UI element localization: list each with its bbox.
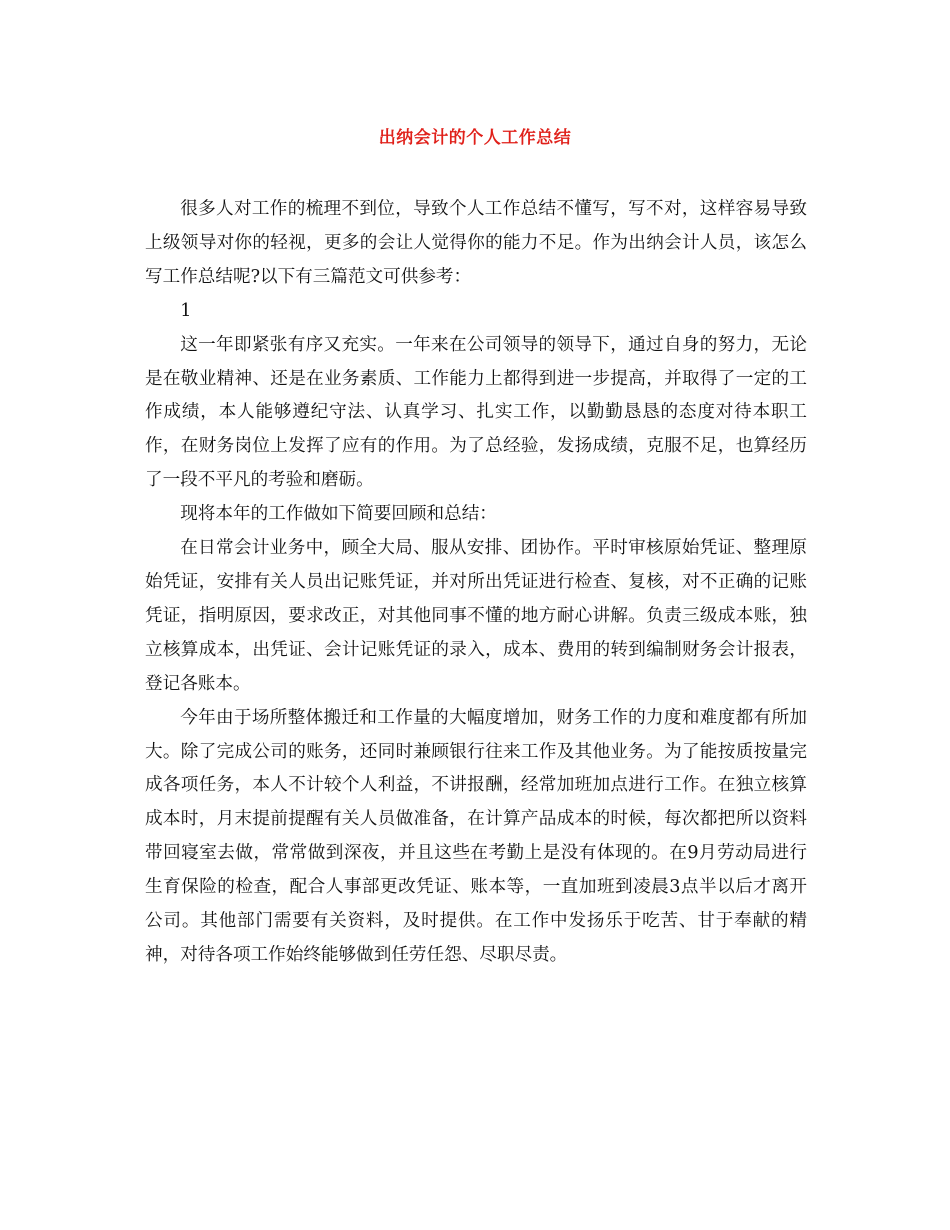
body-paragraph: 这一年即紧张有序又充实。一年来在公司领导的领导下，通过自身的努力，无论是在敬业精神、还是在业务素质、工作能力上都得到进一步提高，并取得了一定的工作成绩，本人能够遵纪守法、认真学习、扎实工作，以勤勤恳恳的态度对待本职工作，在财务岗位上发挥了应有的作用。为了总经验，发扬成绩，克服不足，也算经历了一段不平凡的考验和磨砺。: [145, 334, 807, 491]
body-paragraph: 现将本年的工作做如下简要回顾和总结：: [180, 504, 497, 525]
document-body: [145, 193, 807, 973]
body-paragraph: 在日常会计业务中，顾全大局、服从安排、团协作。平时审核原始凭证、整理原始凭证，安排有关人员出记账凭证，并对所出凭证进行检查、复核，对不正确的记账凭证，指明原因，要求改正，对其他同事不懂的地方耐心讲解。负责三级成本账，独立核算成本，出凭证、会计记账凭证的录入，成本、费用的转到编制财务会计报表，登记各账本。: [145, 538, 807, 694]
body-paragraph: 今年由于场所整体搬迁和工作量的大幅度增加，财务工作的力度和难度都有所加大。除了完成公司的账务，还同时兼顾银行往来工作及其他业务。为了能按质按量完成各项任务，本人不计较个人利益，不讲报酬，经常加班加点进行工作。在独立核算成本时，月末提前提醒有关人员做准备，在计算产品成本的时候，每次都把所以资料带回寝室去做，常常做到深夜，并且这些在考勤上是没有体现的。在9月劳动局进行生育保险的检查，配合人事部更改凭证、账本等，一直加班到凌晨3点半以后才离开公司。其他部门需要有关资料，及时提供。在工作中发扬乐于吃苦、甘于奉献的精神，对待各项工作始终能够做到任劳任怨、尽职尽责。: [145, 707, 807, 965]
section-number: 1: [180, 300, 192, 321]
intro-paragraph: 很多人对工作的梳理不到位，导致个人工作总结不懂写，写不对，这样容易导致上级领导对你的轻视，更多的会让人觉得你的能力不足。作为出纳会计人员，该怎么写工作总结呢?以下有三篇范文可供参考：: [145, 199, 807, 287]
document-title: 出纳会计的个人工作总结: [378, 128, 572, 148]
